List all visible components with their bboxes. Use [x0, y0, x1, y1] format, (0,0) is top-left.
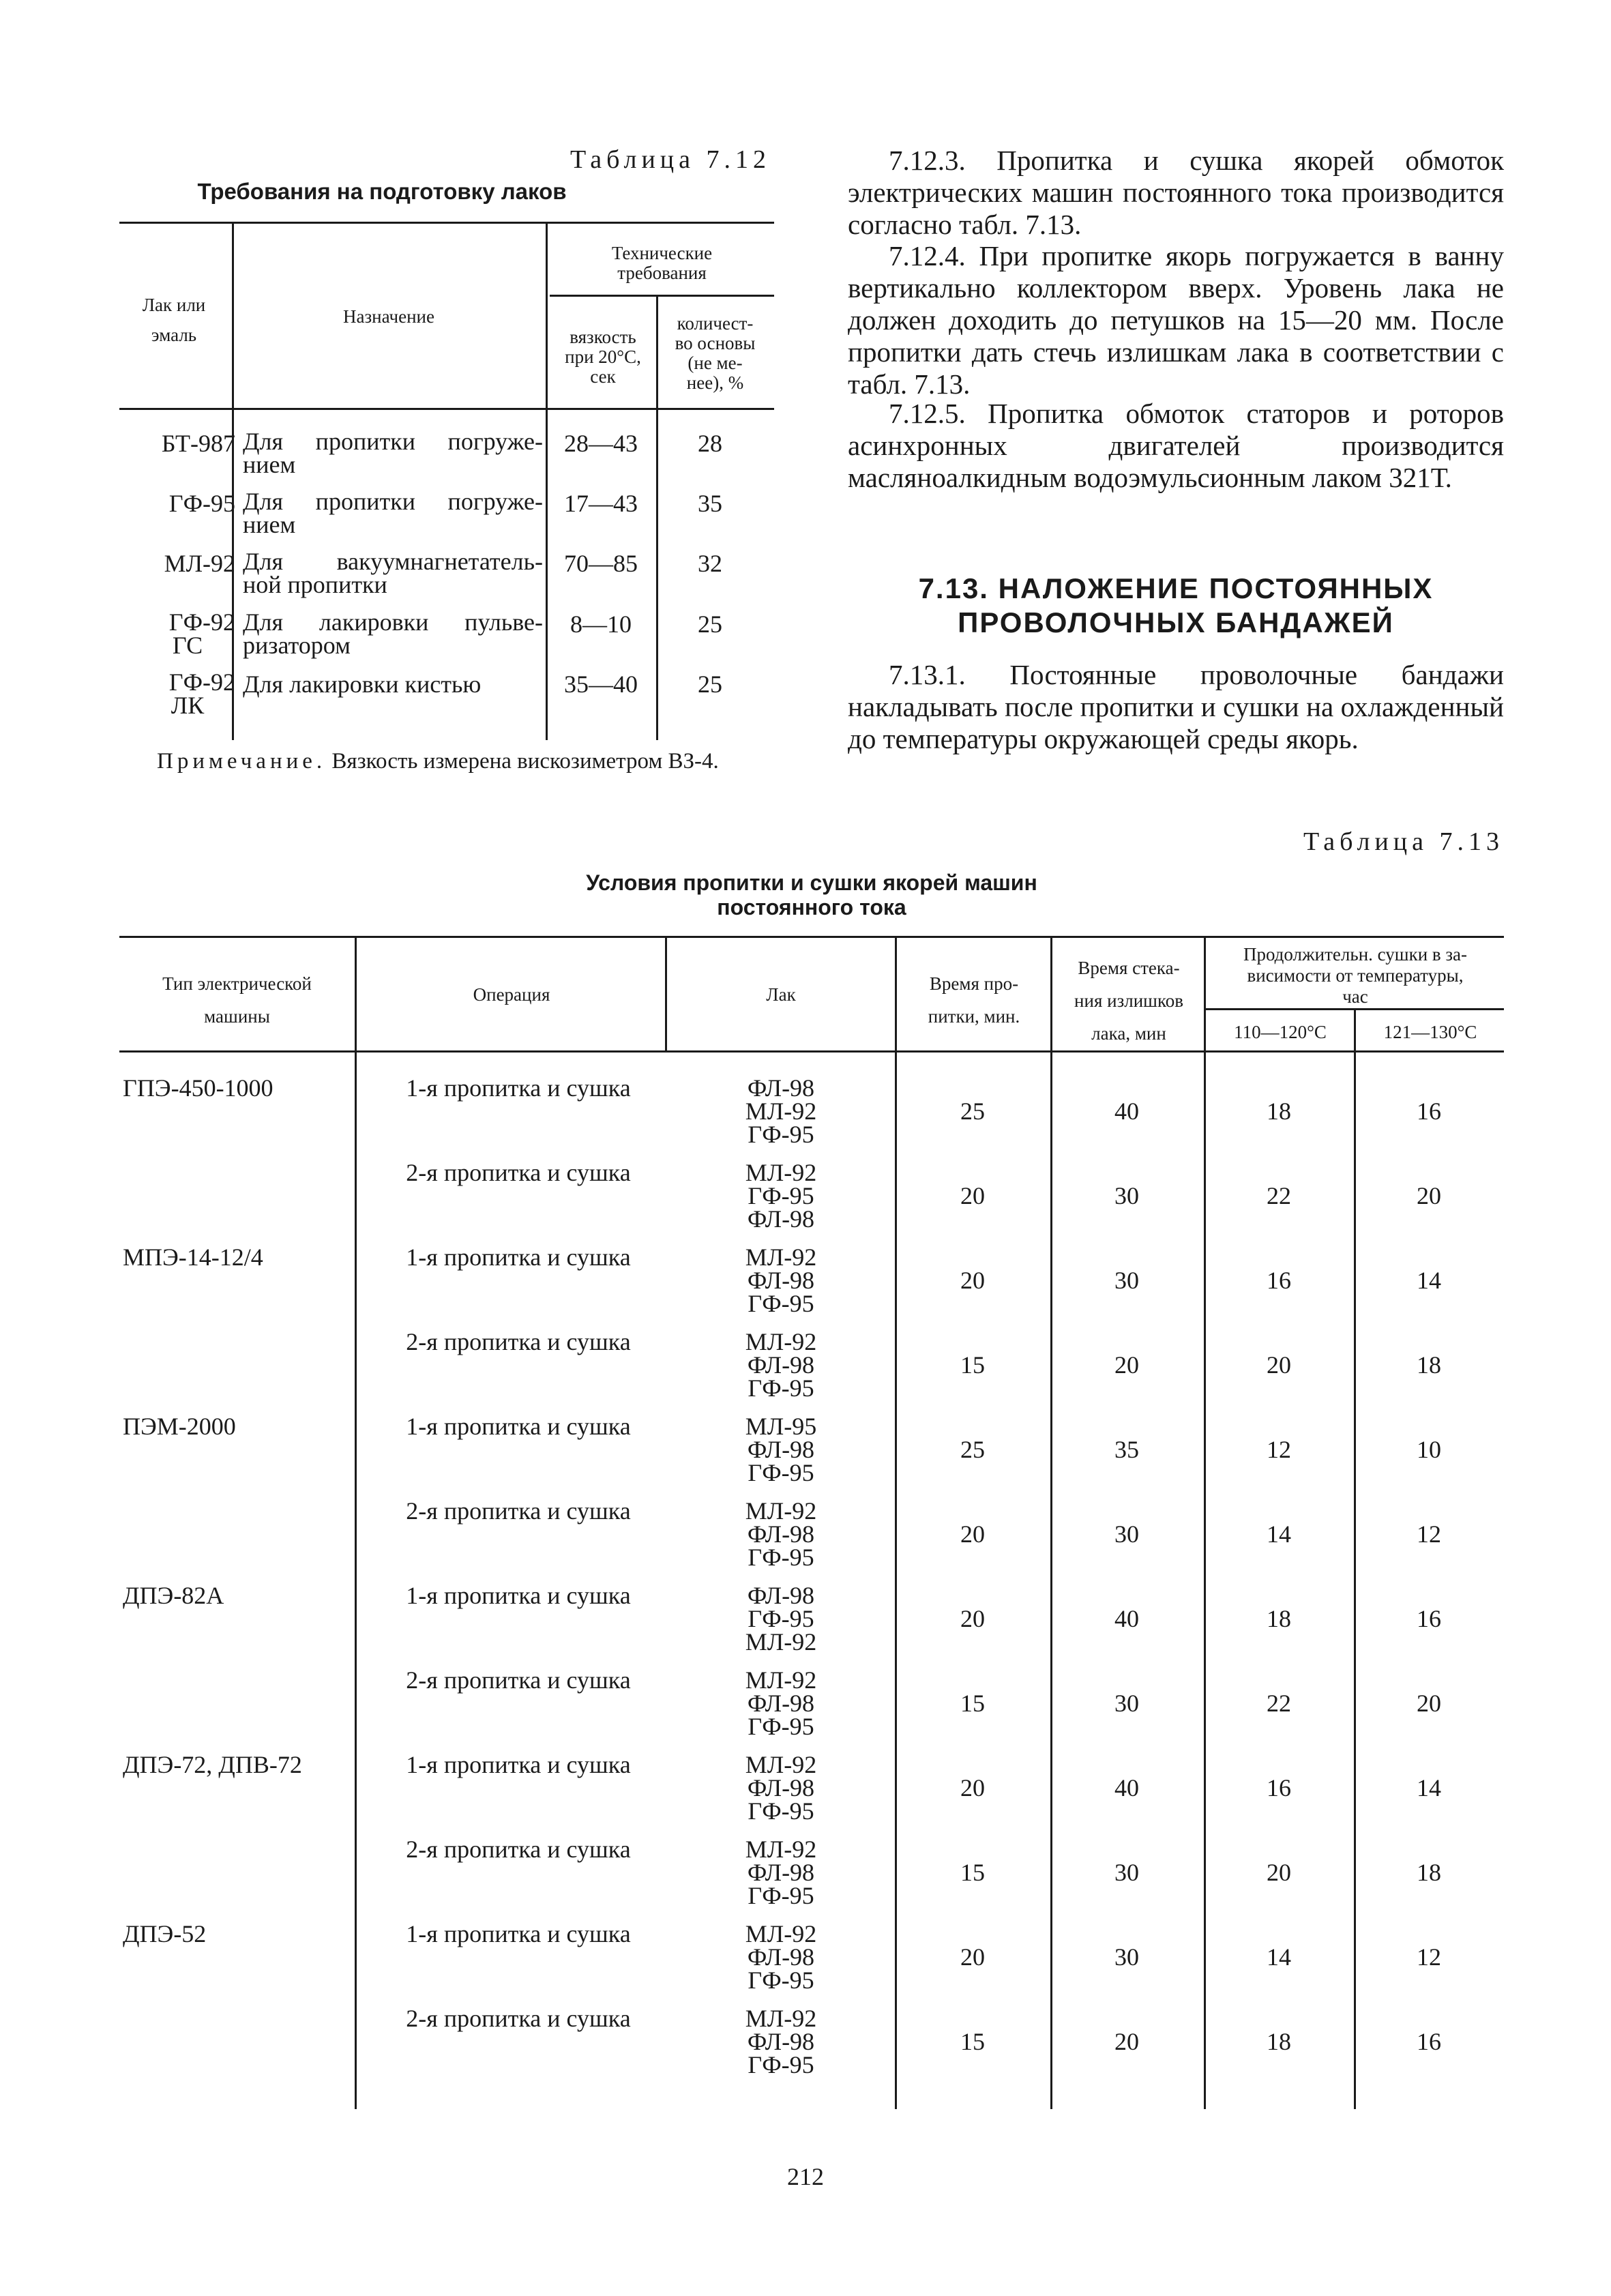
- lacquer-name: ФЛ-98: [747, 1267, 815, 1294]
- lacquer-name: ГФ-95: [748, 1882, 814, 1909]
- t712-header-purpose: Назначение: [343, 306, 434, 327]
- lacquer-name: МЛ-92: [745, 1628, 817, 1655]
- soak-time: 20: [960, 1605, 985, 1632]
- drying-121-130: 16: [1417, 1605, 1441, 1632]
- operation: 2-я пропитка и сушка: [406, 1666, 631, 1694]
- drying-121-130: 16: [1417, 2028, 1441, 2055]
- soak-time: 25: [960, 1098, 985, 1125]
- operation: 1-я пропитка и сушка: [406, 1582, 631, 1609]
- paragraph-7-12-4: 7.12.4. При пропитке якорь погружается в ванну вертикально коллектором вверх. Уровень лака не должен доходить до петушков на 15—20 мм. После пропитки дать стечь излишкам лака в соответствии с табл. 7.13.: [848, 240, 1504, 400]
- drain-time: 30: [1114, 1520, 1139, 1548]
- lacquer-name: МЛ-92: [745, 1098, 817, 1125]
- lacquer-list: [675, 1499, 887, 1569]
- t713-header-rule: [119, 1050, 1504, 1053]
- lacquer-name: ГФ-95: [748, 1290, 814, 1317]
- page-number: 212: [787, 2163, 824, 2190]
- t712-purpose: Для пропитки погруже- нием: [243, 428, 543, 478]
- t712-lacquer: ГФ-92 ГС: [168, 608, 235, 659]
- t712-note: Примечание. Вязкость измерена вискозиметром ВЗ-4.: [157, 749, 719, 774]
- t712-lacquer: ГФ-95: [168, 490, 235, 517]
- t713-header-machine: Тип электрической машины: [162, 973, 312, 1027]
- t713-col-rule: [895, 936, 897, 2109]
- operation: 2-я пропитка и сушка: [406, 1497, 631, 1525]
- t713-col-rule: [1204, 936, 1206, 2109]
- t712-purpose: Для лакировки пульве- ризатором: [243, 608, 543, 659]
- drying-110-120: 18: [1267, 1098, 1291, 1125]
- t712-col-rule-2: [546, 222, 548, 740]
- t712-quantity: 32: [698, 550, 722, 577]
- t713-col-rule: [1354, 1008, 1356, 2109]
- lacquer-name: ГФ-95: [748, 1121, 814, 1148]
- paragraph-7-13-1: 7.13.1. Постоянные проволочные бандажи накладывать после пропитки и сушки на охлажденный до температуры окружающей среды якорь.: [848, 659, 1504, 754]
- lacquer-name: МЛ-92: [745, 1243, 817, 1271]
- lacquer-name: ФЛ-98: [747, 1205, 815, 1233]
- lacquer-name: МЛ-92: [745, 1666, 817, 1694]
- t712-header-tech: Технические требования: [611, 243, 713, 283]
- lacquer-name: ФЛ-98: [747, 1859, 815, 1886]
- soak-time: 20: [960, 1267, 985, 1294]
- operation: 2-я пропитка и сушка: [406, 1159, 631, 1186]
- drying-121-130: 12: [1417, 1520, 1441, 1548]
- drain-time: 30: [1114, 1943, 1139, 1971]
- lacquer-name: ФЛ-98: [747, 2028, 815, 2055]
- lacquer-list: [675, 1243, 887, 1317]
- drain-time: 30: [1114, 1182, 1139, 1209]
- operation: 1-я пропитка и сушка: [406, 1751, 631, 1778]
- t712-header-viscosity: вязкость при 20°С, сек: [565, 327, 641, 387]
- soak-time: 25: [960, 1436, 985, 1463]
- t712-lacquer: БТ-987: [161, 430, 235, 457]
- drying-110-120: 20: [1267, 1351, 1291, 1379]
- operation: 1-я пропитка и сушка: [406, 1413, 631, 1440]
- table-7-13-label: Таблица 7.13: [1303, 827, 1504, 856]
- machine-type: ДПЭ-52: [123, 1920, 207, 1947]
- drying-121-130: 20: [1417, 1182, 1441, 1209]
- table-7-13-title: Условия пропитки и сушки якорей машин постоянного тока: [586, 870, 1037, 919]
- lacquer-list: [675, 2007, 887, 2076]
- soak-time: 20: [960, 1520, 985, 1548]
- lacquer-name: ФЛ-98: [747, 1774, 815, 1801]
- lacquer-name: ГФ-95: [748, 1374, 814, 1402]
- t713-header-soak: Время про- питки, мин.: [928, 973, 1020, 1027]
- t712-lacquer: ГФ-92 ЛК: [168, 668, 235, 719]
- drying-121-130: 12: [1417, 1943, 1441, 1971]
- drain-time: 30: [1114, 1859, 1139, 1886]
- section-heading-7-13: 7.13. НАЛОЖЕНИЕ ПОСТОЯННЫХ ПРОВОЛОЧНЫХ БАНДАЖЕЙ: [918, 572, 1434, 638]
- machine-type: ПЭМ-2000: [123, 1413, 236, 1440]
- t712-top-rule: [119, 222, 774, 224]
- t713-col-rule: [665, 936, 667, 1050]
- table-7-12-label: Таблица 7.12: [570, 145, 771, 174]
- drying-121-130: 20: [1417, 1690, 1441, 1717]
- drying-110-120: 14: [1267, 1520, 1291, 1548]
- lacquer-name: ГФ-95: [748, 1797, 814, 1825]
- drying-110-120: 16: [1267, 1267, 1291, 1294]
- drying-110-120: 12: [1267, 1436, 1291, 1463]
- drying-110-120: 16: [1267, 1774, 1291, 1801]
- lacquer-list: [675, 1584, 887, 1653]
- lacquer-list: [675, 1330, 887, 1400]
- drain-time: 40: [1114, 1605, 1139, 1632]
- drain-time: 20: [1114, 1351, 1139, 1379]
- lacquer-name: МЛ-92: [745, 1836, 817, 1863]
- lacquer-name: ГФ-95: [748, 1182, 814, 1209]
- drain-time: 20: [1114, 2028, 1139, 2055]
- t712-col-rule-1: [232, 222, 234, 740]
- drain-time: 35: [1114, 1436, 1139, 1463]
- machine-type: ДПЭ-82А: [123, 1582, 224, 1609]
- soak-time: 15: [960, 2028, 985, 2055]
- lacquer-list: [675, 1922, 887, 1992]
- soak-time: 15: [960, 1690, 985, 1717]
- table-7-12-title: Требования на подготовку лаков: [197, 179, 567, 204]
- drying-121-130: 14: [1417, 1774, 1441, 1801]
- drying-110-120: 22: [1267, 1690, 1291, 1717]
- operation: 1-я пропитка и сушка: [406, 1074, 631, 1102]
- lacquer-list: [675, 1415, 887, 1484]
- paragraph-7-12-3: 7.12.3. Пропитка и сушка якорей обмоток электрических машин постоянного тока производится согласно табл. 7.13.: [848, 145, 1504, 240]
- t712-quantity: 25: [698, 610, 722, 638]
- t713-header-operation: Операция: [473, 984, 550, 1005]
- lacquer-name: ФЛ-98: [747, 1943, 815, 1971]
- t712-purpose: Для лакировки кистью: [243, 671, 482, 698]
- lacquer-name: ГФ-95: [748, 1713, 814, 1740]
- lacquer-list: [675, 1076, 887, 1146]
- t712-quantity: 28: [698, 430, 722, 457]
- t712-viscosity: 28—43: [564, 430, 638, 457]
- lacquer-name: ФЛ-98: [747, 1582, 815, 1609]
- lacquer-name: МЛ-92: [745, 1497, 817, 1525]
- drain-time: 40: [1114, 1774, 1139, 1801]
- lacquer-name: ФЛ-98: [747, 1351, 815, 1379]
- t713-header-temp-2: 121—130°С: [1383, 1022, 1477, 1042]
- drain-time: 30: [1114, 1690, 1139, 1717]
- lacquer-list: [675, 1161, 887, 1231]
- t713-top-rule: [119, 936, 1504, 938]
- machine-type: ГПЭ-450-1000: [123, 1074, 274, 1102]
- drying-121-130: 18: [1417, 1351, 1441, 1379]
- soak-time: 20: [960, 1774, 985, 1801]
- lacquer-list: [675, 1668, 887, 1738]
- operation: 2-я пропитка и сушка: [406, 2005, 631, 2032]
- lacquer-name: МЛ-92: [745, 2005, 817, 2032]
- machine-type: ДПЭ-72, ДПВ-72: [123, 1751, 302, 1778]
- t712-quantity: 35: [698, 490, 722, 517]
- lacquer-name: МЛ-92: [745, 1328, 817, 1355]
- operation: 2-я пропитка и сушка: [406, 1328, 631, 1355]
- lacquer-name: МЛ-92: [745, 1751, 817, 1778]
- lacquer-name: ФЛ-98: [747, 1436, 815, 1463]
- soak-time: 15: [960, 1351, 985, 1379]
- t712-purpose: Для пропитки погруже- нием: [243, 488, 543, 538]
- t712-subheader-rule: [550, 295, 774, 297]
- t712-viscosity: 8—10: [570, 610, 632, 638]
- drain-time: 30: [1114, 1267, 1139, 1294]
- drying-121-130: 16: [1417, 1098, 1441, 1125]
- lacquer-list: [675, 1753, 887, 1823]
- paragraph-7-12-5: 7.12.5. Пропитка обмоток статоров и роторов асинхронных двигателей производится масляноалкидным водоэмульсионным лаком 321Т.: [848, 398, 1504, 493]
- lacquer-name: МЛ-95: [745, 1413, 817, 1440]
- lacquer-name: ГФ-95: [748, 1605, 814, 1632]
- drying-110-120: 18: [1267, 1605, 1291, 1632]
- drying-110-120: 20: [1267, 1859, 1291, 1886]
- lacquer-name: ГФ-95: [748, 1544, 814, 1571]
- t712-viscosity: 35—40: [564, 671, 638, 698]
- t712-col-rule-3: [656, 295, 658, 740]
- t713-header-lacquer: Лак: [766, 984, 796, 1005]
- t713-header-temp-1: 110—120°С: [1234, 1022, 1327, 1042]
- t712-purpose: Для вакуумнагнетатель- ной пропитки: [243, 548, 543, 598]
- soak-time: 20: [960, 1182, 985, 1209]
- drying-110-120: 14: [1267, 1943, 1291, 1971]
- t712-header-quantity: количест- во основы (не ме- нее), %: [675, 313, 756, 393]
- t713-header-drain: Время стека- ния излишков лака, мин: [1074, 958, 1183, 1044]
- t712-quantity: 25: [698, 671, 722, 698]
- lacquer-name: ФЛ-98: [747, 1074, 815, 1102]
- drain-time: 40: [1114, 1098, 1139, 1125]
- lacquer-list: [675, 1838, 887, 1907]
- operation: 2-я пропитка и сушка: [406, 1836, 631, 1863]
- drying-121-130: 14: [1417, 1267, 1441, 1294]
- lacquer-name: МЛ-92: [745, 1159, 817, 1186]
- lacquer-name: ГФ-95: [748, 1459, 814, 1486]
- soak-time: 20: [960, 1943, 985, 1971]
- drying-110-120: 18: [1267, 2028, 1291, 2055]
- operation: 1-я пропитка и сушка: [406, 1243, 631, 1271]
- t713-col-rule: [355, 936, 357, 2109]
- t713-col-rule: [1050, 936, 1052, 2109]
- lacquer-name: ГФ-95: [748, 1967, 814, 1994]
- lacquer-name: ФЛ-98: [747, 1690, 815, 1717]
- drying-121-130: 18: [1417, 1859, 1441, 1886]
- drying-110-120: 22: [1267, 1182, 1291, 1209]
- machine-type: МПЭ-14-12/4: [123, 1243, 263, 1271]
- t712-viscosity: 17—43: [564, 490, 638, 517]
- soak-time: 15: [960, 1859, 985, 1886]
- t712-header-lacquer: Лак или эмаль: [142, 295, 206, 345]
- lacquer-name: МЛ-92: [745, 1920, 817, 1947]
- t712-header-rule: [119, 408, 774, 410]
- t713-header-drying: Продолжительн. сушки в за- висимости от температуры, час: [1243, 944, 1468, 1007]
- lacquer-name: ГФ-95: [748, 2051, 814, 2078]
- lacquer-name: ФЛ-98: [747, 1520, 815, 1548]
- t712-viscosity: 70—85: [564, 550, 638, 577]
- operation: 1-я пропитка и сушка: [406, 1920, 631, 1947]
- t712-lacquer: МЛ-92: [164, 550, 235, 577]
- drying-121-130: 10: [1417, 1436, 1441, 1463]
